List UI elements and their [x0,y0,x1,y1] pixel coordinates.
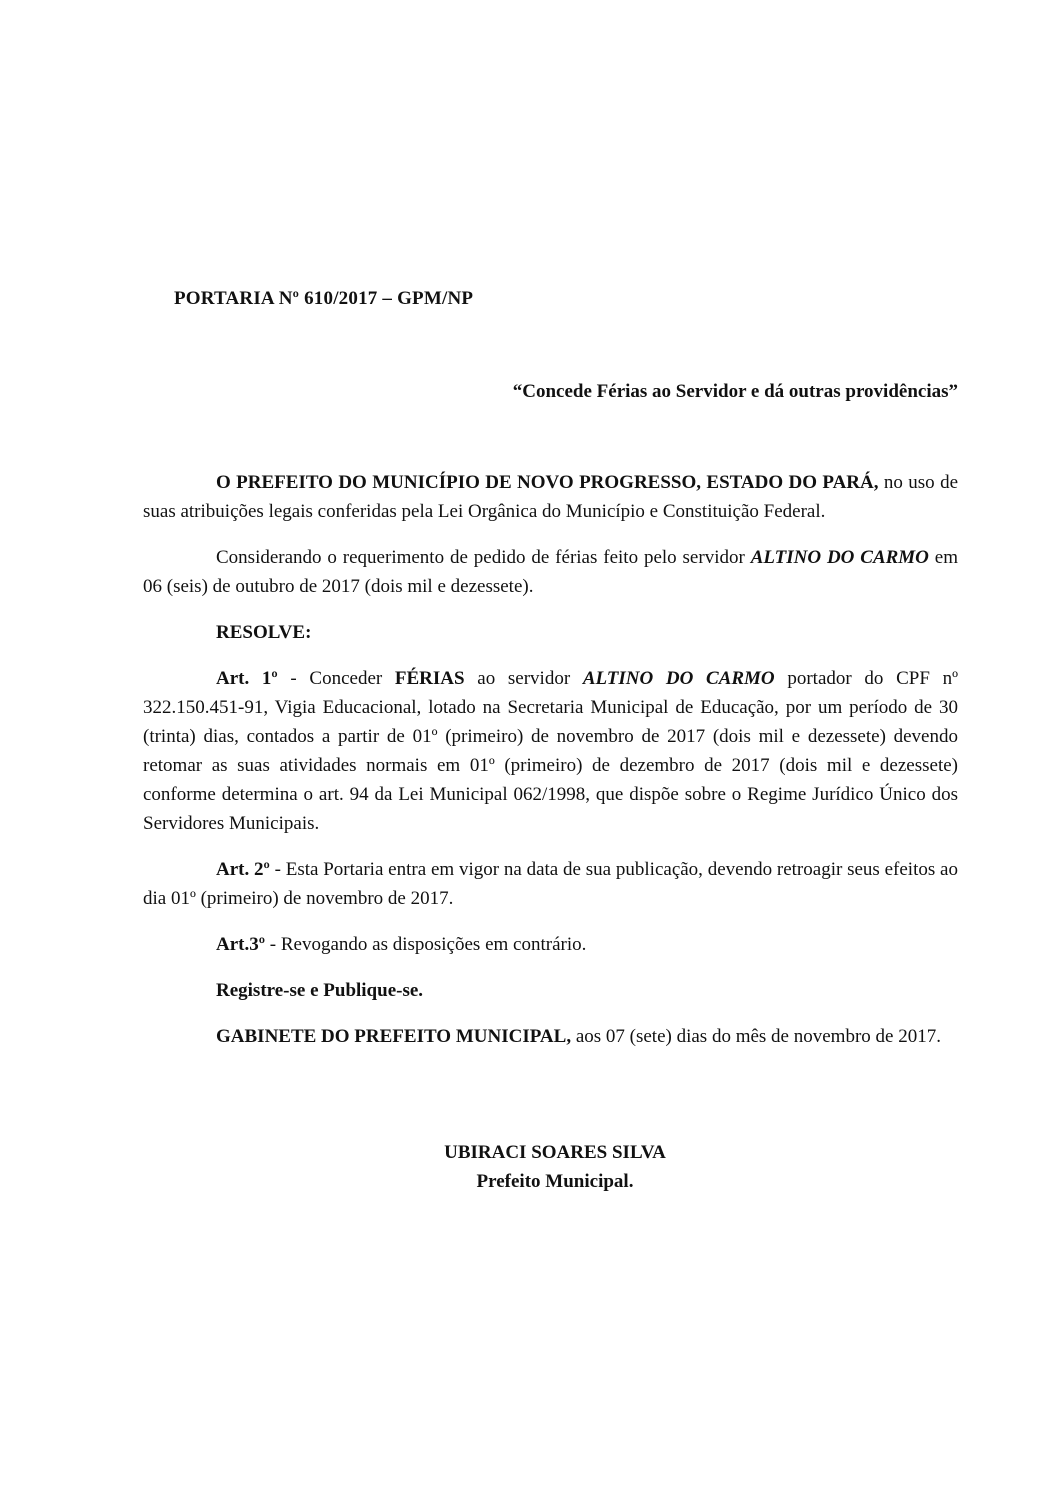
article-2 [143,855,958,913]
document-title: PORTARIA Nº 610/2017 – GPM/NP [174,288,474,309]
article-1-servant-name: ALTINO DO CARMO [582,668,775,689]
article-1 [143,664,958,838]
document-body [143,468,958,1068]
preamble-authority: O PREFEITO DO MUNICÍPIO DE NOVO PROGRESSO, ESTADO DO PARÁ, [216,472,879,493]
document-ementa: “Concede Férias ao Servidor e dá outras providências” [512,381,958,402]
article-1-text-3: portador do CPF nº 322.150.451-91, Vigia Educacional, lotado na Secretaria Municipal de Educação, por um período de 30 (trinta) dias, contados a partir de 01º (primeiro) de novembro de 2017 (dois mil e dezessete) devendo retomar as suas atividades normais em 01º (primeiro) de dezembro de 2017 (dois mil e dezessete) conforme determina o art. 94 da Lei Municipal 062/1998, que dispõe sobre o Regime Jurídico Único dos Servidores Municipais. [143,668,958,834]
resolve-paragraph [143,618,958,647]
considerando-text-1: Considerando o requerimento de pedido de férias feito pelo servidor [216,547,751,568]
article-1-ferias: FÉRIAS [394,668,465,689]
signature-role: Prefeito Municipal. [476,1171,634,1192]
considerando-paragraph [143,543,958,601]
article-1-label: Art. 1º [216,668,278,689]
article-3-label: Art.3º [216,934,266,955]
registre-text: Registre-se e Publique-se. [216,980,424,1001]
signature-name: UBIRACI SOARES SILVA [444,1142,666,1163]
article-2-label: Art. 2º [216,859,270,880]
considerando-servant-name: ALTINO DO CARMO [750,547,929,568]
preamble-text: no uso de suas atribuições legais conferidas pela Lei Orgânica do Município e Constituição Federal. [143,472,959,522]
article-1-text-2: ao servidor [464,668,583,689]
considerando-text-2: em 06 (seis) de outubro de 2017 (dois mil e dezessete). [143,547,958,597]
gabinete-paragraph [143,1022,958,1051]
article-3 [143,930,958,959]
article-1-text-1: - Conceder [277,668,395,689]
preamble-paragraph [143,468,958,526]
gabinete-text: aos 07 (sete) dias do mês de novembro de 2017. [571,1026,941,1047]
signature-block [390,1138,720,1196]
gabinete-heading: GABINETE DO PREFEITO MUNICIPAL, [216,1026,572,1047]
article-3-text: - Revogando as disposições em contrário. [265,934,587,955]
article-2-text: - Esta Portaria entra em vigor na data de sua publicação, devendo retroagir seus efeitos ao dia 01º (primeiro) de novembro de 2017. [143,859,958,909]
registre-paragraph [143,976,958,1005]
resolve-heading: RESOLVE: [216,622,312,643]
